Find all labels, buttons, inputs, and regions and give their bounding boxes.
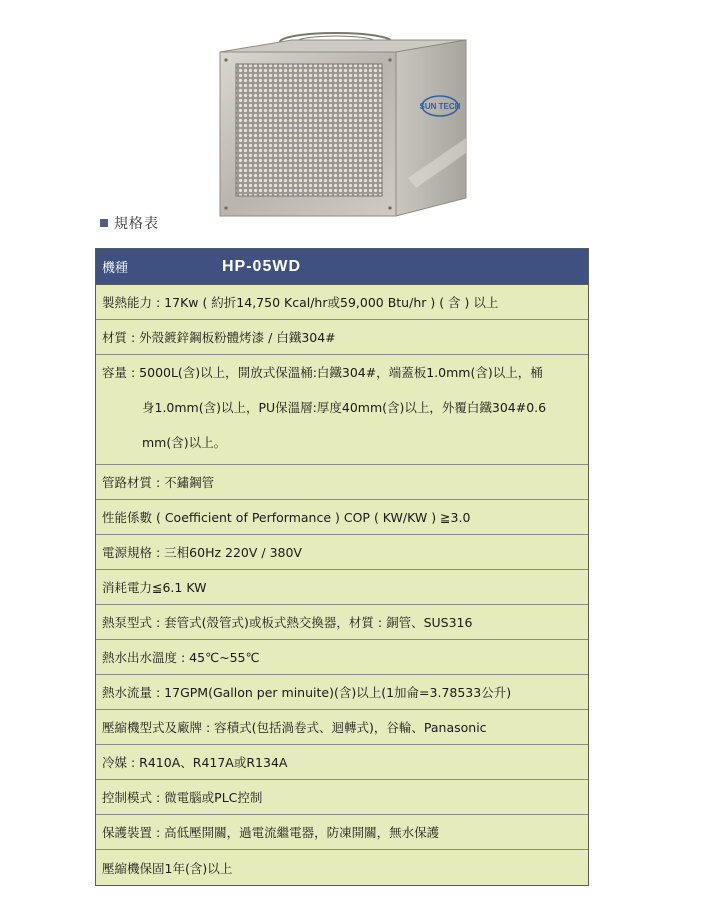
spec-row-material — [96, 320, 588, 355]
spec-row-piping — [96, 465, 588, 500]
spec-row-heating-capacity — [96, 285, 588, 320]
spec-table — [95, 248, 589, 886]
spec-text: 熱泵型式 : 套管式(殼管式)或板式熱交換器，材質 : 銅管、SUS316 — [102, 615, 473, 630]
spec-text: 控制模式 : 微電腦或PLC控制 — [102, 790, 263, 805]
spec-row-heat-pump-type — [96, 605, 588, 640]
spec-row-control — [96, 780, 588, 815]
spec-text: 材質 : 外殼鍍鋅鋼板粉體烤漆 / 白鐵304# — [102, 330, 336, 345]
spec-text: 身1.0mm(含)以上，PU保溫層:厚度40mm(含)以上，外覆白鐵304#0.6 — [142, 400, 547, 415]
section-title: 規格表 — [114, 216, 159, 232]
spec-text: 容量 : 5000L(含)以上，開放式保溫桶:白鐵304#，端蓋板1.0mm(含)以上，桶 — [102, 365, 543, 380]
section-heading — [100, 212, 159, 234]
spec-row-refrigerant — [96, 745, 588, 780]
spec-text: 冷媒 : R410A、R417A或R134A — [102, 755, 288, 770]
model-value: HP-05WD — [222, 257, 302, 275]
spec-text: 熱水流量 : 17GPM(Gallon per minuite)(含)以上(1加侖=3.78533公升) — [102, 685, 512, 700]
spec-text: 消耗電力≦6.1 KW — [102, 580, 207, 595]
spec-row-cop — [96, 500, 588, 535]
spec-text: 熱水出水溫度 : 45℃~55℃ — [102, 650, 260, 665]
spec-row-water-flow — [96, 675, 588, 710]
spec-text: 電源規格 : 三相60Hz 220V / 380V — [102, 545, 302, 560]
spec-row-power-spec — [96, 535, 588, 570]
spec-row-warranty — [96, 850, 588, 885]
spec-text: 壓縮機型式及廠牌 : 容積式(包括渦卷式、迴轉式)，谷輪、Panasonic — [102, 720, 487, 735]
spec-row-power-consumption — [96, 570, 588, 605]
model-label: 機種 — [102, 261, 129, 276]
table-header-row — [96, 249, 588, 285]
spec-text: 性能係數 ( Coefficient of Performance ) COP ( KW/KW ) ≧3.0 — [102, 510, 471, 525]
spec-text: 壓縮機保固1年(含)以上 — [102, 860, 233, 876]
spec-text: 管路材質 : 不鏽鋼管 — [102, 475, 215, 490]
brand-logo: SUN TECH — [419, 102, 461, 111]
spec-text: 製熱能力 : 17Kw ( 約折14,750 Kcal/hr或59,000 Btu/hr ) ( 含 ) 以上 — [102, 295, 499, 310]
heat-pump-unit-image — [208, 28, 478, 224]
spec-row-water-temp — [96, 640, 588, 675]
square-bullet-icon — [100, 219, 108, 227]
spec-row-protection — [96, 815, 588, 850]
spec-text: mm(含)以上。 — [142, 435, 227, 450]
spec-row-capacity — [96, 355, 588, 465]
spec-text: 保護裝置 : 高低壓開關，過電流繼電器，防凍開關，無水保護 — [102, 825, 440, 840]
spec-row-compressor — [96, 710, 588, 745]
